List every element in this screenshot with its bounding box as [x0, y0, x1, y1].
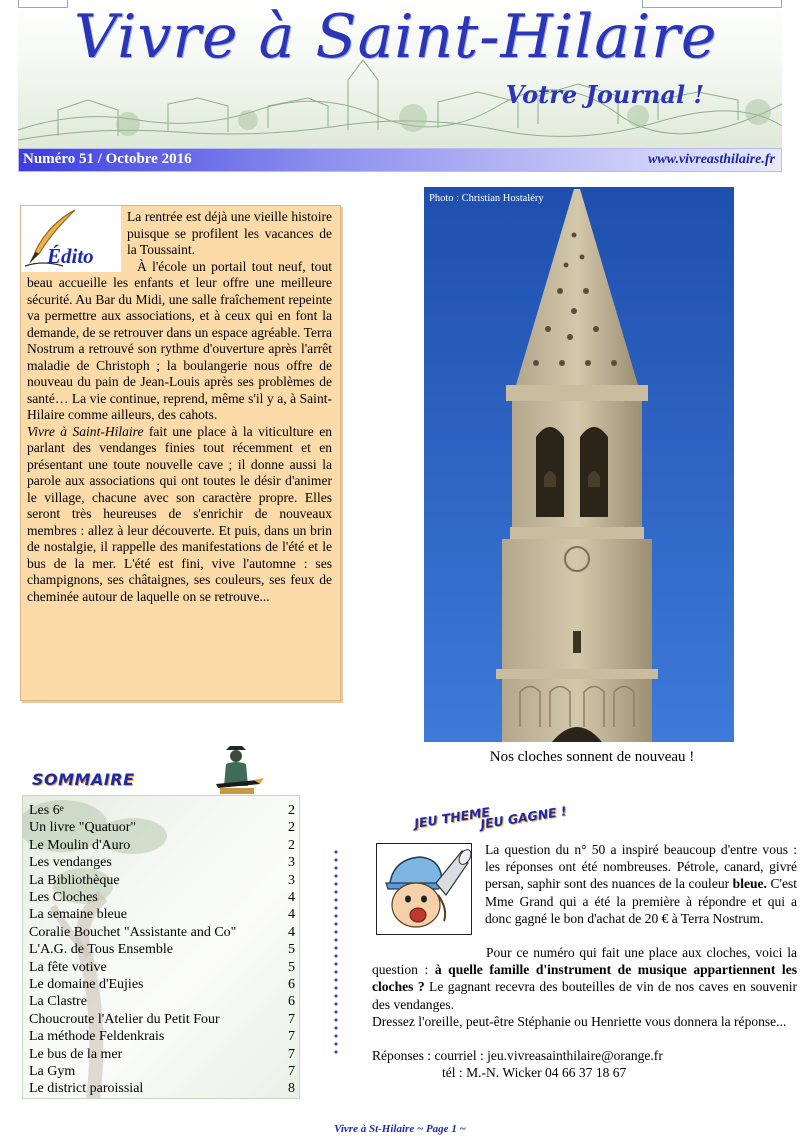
- jeu-contact: [372, 1047, 797, 1081]
- jeu-text: Dressez l'oreille, peut-être Stéphanie ou Henriette vous donnera la réponse...: [372, 1013, 787, 1029]
- toc-entry-page: 5: [288, 942, 295, 958]
- sommaire-box: [22, 795, 300, 1099]
- reader-with-pen-icon: [208, 744, 270, 798]
- toc-entry-title: L'A.G. de Tous Ensemble: [29, 942, 173, 958]
- toc-entry-page: 3: [288, 872, 295, 888]
- toc-entry[interactable]: [29, 1080, 295, 1097]
- toc-entry-page: 7: [288, 1064, 295, 1079]
- toc-entry-page: 4: [288, 890, 295, 905]
- masthead-tab-left: [18, 0, 68, 8]
- toc-entry-page: 7: [288, 1046, 295, 1062]
- toc-entry-title: Choucroute l'Atelier du Petit Four: [29, 1011, 220, 1027]
- toc-entry-page: 2: [288, 837, 295, 853]
- toc-entry[interactable]: [29, 1046, 295, 1063]
- jeu-text: Le gagnant recevra des bouteilles de vin de nos caves en souvenir des vendanges.: [372, 979, 797, 1012]
- issue-bar: [18, 148, 782, 172]
- toc-entry-page: 6: [288, 977, 295, 992]
- toc-entry-page: 4: [288, 924, 295, 940]
- toc-entry-page: 8: [288, 1081, 295, 1097]
- toc-entry[interactable]: [29, 872, 295, 889]
- toc-entry-title: Coralie Bouchet "Assistante and Co": [29, 924, 237, 940]
- toc-entry-title: Le bus de la mer: [29, 1046, 123, 1062]
- toc-entry[interactable]: [29, 924, 295, 941]
- jeu-question-paragraph: [372, 944, 797, 1030]
- toc-entry-title: Les vendanges: [29, 855, 112, 871]
- toc-entry[interactable]: [29, 976, 295, 993]
- toc-entry-page: 6: [288, 994, 295, 1010]
- toc-entry-page: 7: [288, 1029, 295, 1045]
- sommaire-title: SOMMAIRE: [32, 770, 135, 789]
- masthead-title: Vivre à Saint-Hilaire: [74, 2, 718, 72]
- masthead: [18, 0, 782, 148]
- toc-entry-title: [29, 802, 64, 819]
- toc-entry-title: La méthode Feldenkrais: [29, 1029, 165, 1045]
- toc-entry[interactable]: [29, 941, 295, 958]
- photo-caption: Nos cloches sonnent de nouveau !: [489, 749, 695, 765]
- ordinal-superscript: e: [59, 803, 64, 813]
- jeu-question: à quelle famille d'instrument de musique appartiennent les cloches ?: [372, 962, 797, 995]
- jeu-text: C'est Mme Grand qui a été la première à répondre et qui a donc gagné le bon d'achat de 20 € à Terra Nostrum.: [485, 876, 797, 926]
- toc-entry-page: 2: [288, 820, 295, 836]
- bell-tower-photo: [424, 187, 734, 742]
- edito-paragraph-text: fait une place à la viticulture en parlant des vendanges finies tout récemment et en présentant une toute nouvelle cave ; il donne aussi la parole aux associations qui ont toutes le désir d'animer le village, chacune avec son caractère propre. Elles seront très heureuses de s'enrichir de nouveaux membres : allez à leur découverte. Et puis, dans un brin de nostalgie, il rappelle des manifestations de l'été et le bus de la mer. L'été est fini, vive l'automne : ses champignons, ses châtaignes, ses couleurs, ses feux de cheminée autour de laquelle on se retrouve...: [27, 423, 332, 604]
- page-footer: Vivre à St-Hilaire ~ Page 1 ~: [334, 1123, 466, 1135]
- toc-entry-title: La Clastre: [29, 994, 87, 1010]
- toc-entry[interactable]: [29, 1063, 295, 1080]
- toc-entry[interactable]: [29, 837, 295, 854]
- jeu-title-line-2: JEU GAGNE !: [479, 803, 568, 832]
- toc-entry-title: La Bibliothèque: [29, 872, 120, 888]
- toc-entry-title: La Gym: [29, 1064, 76, 1079]
- issue-number: Numéro 51 / Octobre 2016: [23, 151, 192, 167]
- toc-entry-page: 4: [288, 907, 295, 923]
- edito-header: [21, 206, 121, 272]
- toc-entry[interactable]: [29, 889, 295, 906]
- edito-paragraph: La rentrée est déjà une vieille histoire puisque se profilent les vacances de la Toussaint.: [127, 209, 332, 257]
- toc-entry[interactable]: [29, 802, 295, 819]
- jeu-email[interactable]: Réponses : courriel : jeu.vivreasainthilaire@orange.fr: [372, 1048, 663, 1063]
- toc-entry[interactable]: [29, 854, 295, 871]
- jeu-title-line-1: JEU THEME: [413, 804, 491, 831]
- edito-box: [20, 205, 341, 701]
- journal-name: Vivre à Saint-Hilaire: [27, 423, 144, 439]
- jeu-answer-word: bleue.: [732, 876, 767, 892]
- toc-entry-title: Les Cloches: [29, 890, 98, 905]
- toc-entry-title: Le domaine d'Eujies: [29, 977, 144, 992]
- dotted-divider: [334, 848, 338, 1058]
- toc-entry-page: 7: [288, 1011, 295, 1027]
- jeu-phone: tél : M.-N. Wicker 04 66 37 18 67: [442, 1065, 627, 1081]
- toc-entry-title: Le Moulin d'Auro: [29, 837, 131, 853]
- toc-entry-title: Le district paroissial: [29, 1081, 144, 1097]
- toc-entry[interactable]: [29, 819, 295, 836]
- jeu-text: Pour ce numéro qui fait une place aux cloches, voici la question :: [372, 945, 797, 978]
- toc-entry-title: La semaine bleue: [29, 907, 127, 923]
- toc-entry-title: La fête votive: [29, 959, 107, 975]
- website-link[interactable]: www.vivreasthilaire.fr: [647, 152, 775, 167]
- jeu-answer-paragraph: [485, 841, 797, 927]
- toc-entry[interactable]: [29, 1028, 295, 1045]
- edito-paragraph: [27, 424, 332, 606]
- edito-heading: Édito: [47, 244, 94, 268]
- toc-entry-text: Les 6: [29, 803, 60, 818]
- toc-entry[interactable]: [29, 959, 295, 976]
- toc-entry[interactable]: [29, 993, 295, 1010]
- toc-entry[interactable]: [29, 1011, 295, 1028]
- photo-credit: Photo : Christian Hostaléry: [429, 193, 544, 204]
- toc-entry[interactable]: [29, 906, 295, 923]
- edito-paragraph: À l'école un portail tout neuf, tout beau accueille les enfants et leur offre une meilleure sécurité. Au Bar du Midi, une salle fraîchement repeinte va permettre aux associations, et à ceux qui en font la demande, de se retrouver dans un espace agréable. Terra Nostrum a retrouvé son rythme d'ouverture après l'arrêt maladie de Christoph ; la boulangerie nous offre de nouveau du pain de Jean-Louis après ses problèmes de santé… La vie continue, reprend, même s'il y a, à Saint-Hilaire comme ailleurs, des cahots.: [27, 258, 332, 422]
- toc-entry-page: 5: [288, 959, 295, 975]
- sommaire-header: [25, 762, 171, 792]
- toc-entry-page: 3: [288, 855, 295, 871]
- masthead-subtitle: Votre Journal !: [505, 80, 704, 109]
- jeu-text: La question du n° 50 a inspiré beaucoup d'entre vous : les réponses ont été nombreuses. Pétrole, canard, givré persan, saphir sont des nuances de la couleur: [485, 842, 797, 892]
- toc-entry-title: Un livre "Quatuor": [29, 820, 137, 836]
- shouting-kid-megaphone-icon: [376, 843, 472, 935]
- toc-entry-page: 2: [288, 803, 295, 818]
